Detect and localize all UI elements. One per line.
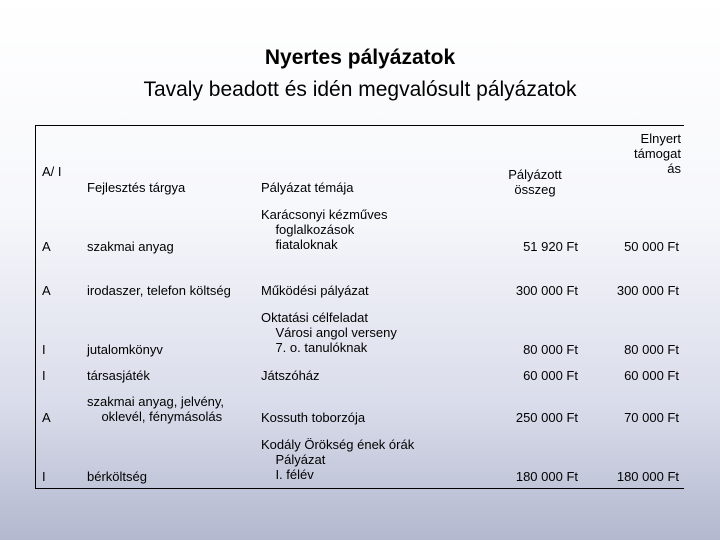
row-4-requested: 60 000 Ft (523, 368, 578, 383)
header-won: Elnyert támogat ás (634, 131, 681, 176)
row-1-topic: Karácsonyi kézműves foglalkozások fiataloknak (261, 207, 388, 252)
row-6-type: I (42, 469, 46, 484)
row-6-requested: 180 000 Ft (515, 469, 578, 484)
row-6-topic: Kodály Örökség ének órák Pályázat I. félév (261, 437, 415, 482)
row-6-won: 180 000 Ft (616, 469, 679, 484)
row-5-type: A (42, 410, 51, 425)
row-4-topic: Játszóház (261, 368, 320, 383)
row-2-topic: Működési pályázat (261, 283, 369, 298)
page-subtitle: Tavaly beadott és idén megvalósult pályázatok (143, 78, 577, 101)
row-3-topic: Oktatási célfeladat Városi angol verseny 7. o. tanulóknak (261, 310, 397, 355)
row-2-type: A (42, 283, 51, 298)
row-2-subject: irodaszer, telefon költség (87, 283, 231, 298)
row-3-type: I (42, 342, 46, 357)
row-5-won: 70 000 Ft (624, 410, 679, 425)
row-3-requested: 80 000 Ft (523, 342, 578, 357)
row-2-won: 300 000 Ft (616, 283, 679, 298)
row-6-subject: bérköltség (87, 469, 147, 484)
row-3-subject: jutalomkönyv (87, 342, 163, 357)
header-type: A/ I (42, 164, 62, 179)
row-3-won: 80 000 Ft (624, 342, 679, 357)
row-1-type: A (42, 239, 51, 254)
grant-table (35, 125, 684, 489)
header-subject: Fejlesztés tárgya (87, 180, 186, 195)
row-1-subject: szakmai anyag (87, 239, 174, 254)
row-5-subject: szakmai anyag, jelvény, oklevél, fénymásolás (87, 394, 225, 424)
row-4-won: 60 000 Ft (624, 368, 679, 383)
row-1-requested: 51 920 Ft (523, 239, 578, 254)
row-4-subject: társasjáték (87, 368, 150, 383)
row-2-requested: 300 000 Ft (515, 283, 578, 298)
header-requested: Pályázott összeg (508, 167, 562, 197)
row-5-topic: Kossuth toborzója (261, 410, 366, 425)
row-5-requested: 250 000 Ft (515, 410, 578, 425)
row-1-won: 50 000 Ft (624, 239, 679, 254)
header-topic: Pályázat témája (261, 180, 354, 195)
row-4-type: I (42, 368, 46, 383)
page-title: Nyertes pályázatok (264, 46, 456, 69)
